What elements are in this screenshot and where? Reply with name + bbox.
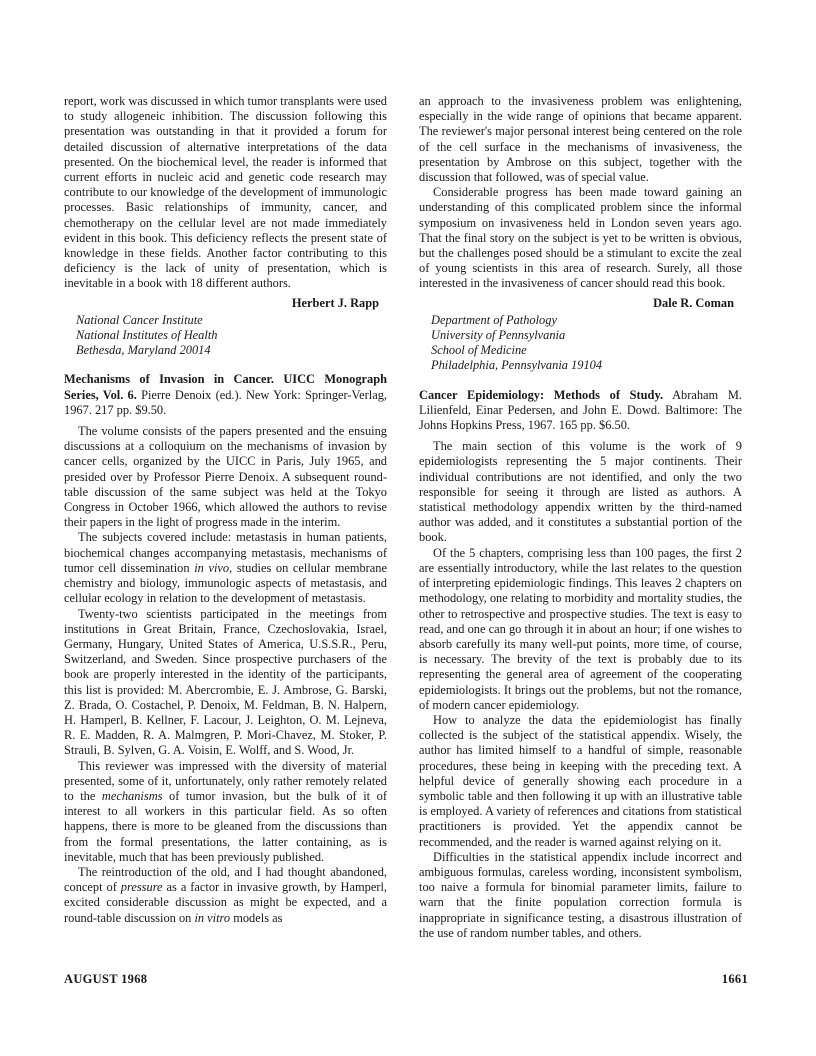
issue-date: AUGUST 1968 bbox=[64, 972, 148, 986]
review-paragraph: The main section of this volume is the work of 9 epidemiologists representing the 5 major continents. Their individual contributions are not identified, and only the two responsible for seeing it through are listed as authors. A statistical methodology appendix written by the third-named author was added, and it constitutes a substantial portion of the book. bbox=[419, 439, 742, 545]
right-column bbox=[419, 94, 742, 941]
affiliation-line: University of Pennsylvania bbox=[431, 328, 566, 343]
review-paragraph: Of the 5 chapters, comprising less than 100 pages, the first 2 are essentially introductory, while the last relates to the question of interpreting epidemiologic findings. This leaves 2 chapters on methodology, one relating to morbidity and mortality studies, the other to retrospective and prospective studies. The text is easy to read, and one can go through it in about an hour; if one wishes to absorb carefully its many well-put points, more time, of course, is necessary. The brevity of the text is probably due to its representing the general area of agreement of the cooperating epidemiologists. It brings out the problems, but not the romance, of modern cancer epidemiology. bbox=[419, 545, 742, 712]
affiliation-line: National Institutes of Health bbox=[76, 328, 218, 343]
review-paragraph: Difficulties in the statistical appendix include incorrect and ambiguous formulas, careless wording, inconsistent symbolism, too naive a formula for binomial parameter limits, failure to warn that the finite population correction formula is inappropriate in significance testing, a disastrous illustration of the use of random number tables, and others. bbox=[419, 849, 742, 940]
page-number: 1661 bbox=[721, 972, 748, 986]
affiliation-line: Department of Pathology bbox=[431, 312, 557, 327]
affiliation-line: National Cancer Institute bbox=[76, 312, 203, 327]
book-citation: Pierre Denoix (ed.). New York: Springer-Verlag, 1967. 217 pp. $9.50. bbox=[64, 387, 387, 417]
affiliation-line: Philadelphia, Pennsylvania 19104 bbox=[431, 358, 603, 373]
review-paragraph: The volume consists of the papers presented and the ensuing discussions at a colloquium on the mechanisms of invasion by cancer cells, organized by the UICC in Paris, July 1965, and presided over by Professor Pierre Denoix. A subsequent round-table discussion of the same subject was held at the Tokyo Congress in October 1966, which allowed the authors to revise their papers in the light of progress made in the interim. bbox=[64, 424, 387, 530]
review-paragraph: This reviewer was impressed with the diversity of material presented, some of it, unfortunately, only rather remotely related to the mechanisms of tumor invasion, but the bulk of it of interest to all workers in this particular field. As so often happens, there is more to be gleaned from the discussions than from the formal presentations, the latter containing, as is inevitable, much that has been previously published. bbox=[64, 758, 387, 864]
review-heading bbox=[419, 388, 742, 434]
reviewer-signature: Dale R. Coman bbox=[653, 295, 734, 310]
affiliation-line: School of Medicine bbox=[431, 343, 527, 358]
reviewer-signature: Herbert J. Rapp bbox=[291, 295, 379, 310]
book-citation: Abraham M. Lilienfeld, Einar Pedersen, and John E. Dowd. Baltimore: The Johns Hopkins Press, 1967. 165 pp. $6.50. bbox=[419, 387, 742, 433]
review-heading bbox=[64, 372, 387, 418]
continued-paragraph: report, work was discussed in which tumor transplants were used to study allogeneic inhibition. The discussion following this presentation was outstanding in that it provided a forum for detailed discussion of alternative interpretations of the data presented. On the biochemical level, the reader is informed that current efforts in nucleic acid and genetic code research may contribute to our knowledge of the development of immunologic processes. Basic relationships of immunity, cancer, and chemotherapy on the cellular level are not made immediately evident in this book. This deficiency reflects the present state of knowledge in these fields. Another factor contributing to this deficiency is the lack of unity of presentation, which is inevitable in a book with 18 different authors. bbox=[64, 94, 387, 291]
book-title: Cancer Epidemiology: Methods of Study. bbox=[419, 387, 664, 402]
reviewer-affiliation bbox=[419, 313, 742, 374]
affiliation-line: Bethesda, Maryland 20014 bbox=[76, 343, 211, 358]
review-paragraph: The reintroduction of the old, and I had thought abandoned, concept of pressure as a factor in invasive growth, by Hamperl, excited considerable discussion as might be expected, and a round-table discussion on in vitro models as bbox=[64, 864, 387, 925]
review-paragraph: How to analyze the data the epidemiologist has finally collected is the subject of the statistical appendix. Wisely, the author has limited himself to a handful of simple, reasonable procedures, these being in keeping with the preceding text. A helpful device of generally showing each procedure in a symbolic table and then following it up with an illustrative table is employed. A variety of references and citations from statistical practitioners is provided. Yet the appendix cannot be recommended, and the reader is warned against relying on it. bbox=[419, 712, 742, 849]
review-paragraph: The subjects covered include: metastasis in human patients, biochemical changes accompanying metastasis, mechanisms of tumor cell dissemination in vivo, studies on cellular membrane chemistry and biology, immunologic aspects of metastasis, and cellular ecology in relation to the development of metastasis. bbox=[64, 530, 387, 606]
review-paragraph: Twenty-two scientists participated in the meetings from institutions in Great Britain, France, Czechoslovakia, Israel, Germany, Hungary, United States of America, U.S.S.R., Peru, Switzerland, and Sweden. Since prospective purchasers of the book are properly interested in the identity of the participants, this list is provided: M. Abercrombie, E. J. Ambrose, G. Barski, Z. Brada, O. Costachel, P. Denoix, M. Feldman, B. N. Halpern, H. Hamperl, B. Kellner, F. Lacour, J. Leighton, O. M. Lejneva, R. E. Madden, R. A. Malmgren, P. Mori-Chavez, M. Stoker, P. Strauli, B. Sylven, G. A. Voisin, E. Wolff, and S. Wood, Jr. bbox=[64, 606, 387, 758]
book-title: Mechanisms of Invasion in Cancer. UICC Monograph Series, Vol. 6. bbox=[64, 372, 387, 402]
review-paragraph: Considerable progress has been made toward gaining an understanding of this complicated problem since the informal symposium on invasiveness held in London seven years ago. That the final story on the subject is yet to be written is obvious, but the challenges posed should be a stimulant to excite the zeal of young scientists in this area of research. Surely, all those interested in the invasiveness of cancer should read this book. bbox=[419, 185, 742, 291]
continued-paragraph: an approach to the invasiveness problem was enlightening, especially in the wide range of opinions that became apparent. The reviewer's major personal interest being centered on the role of the cell surface in the mechanisms of invasiveness, the presentation by Ambrose on this subject, together with the discussion that followed, was of special value. bbox=[419, 94, 742, 185]
left-column bbox=[64, 94, 387, 926]
reviewer-affiliation bbox=[64, 313, 387, 359]
